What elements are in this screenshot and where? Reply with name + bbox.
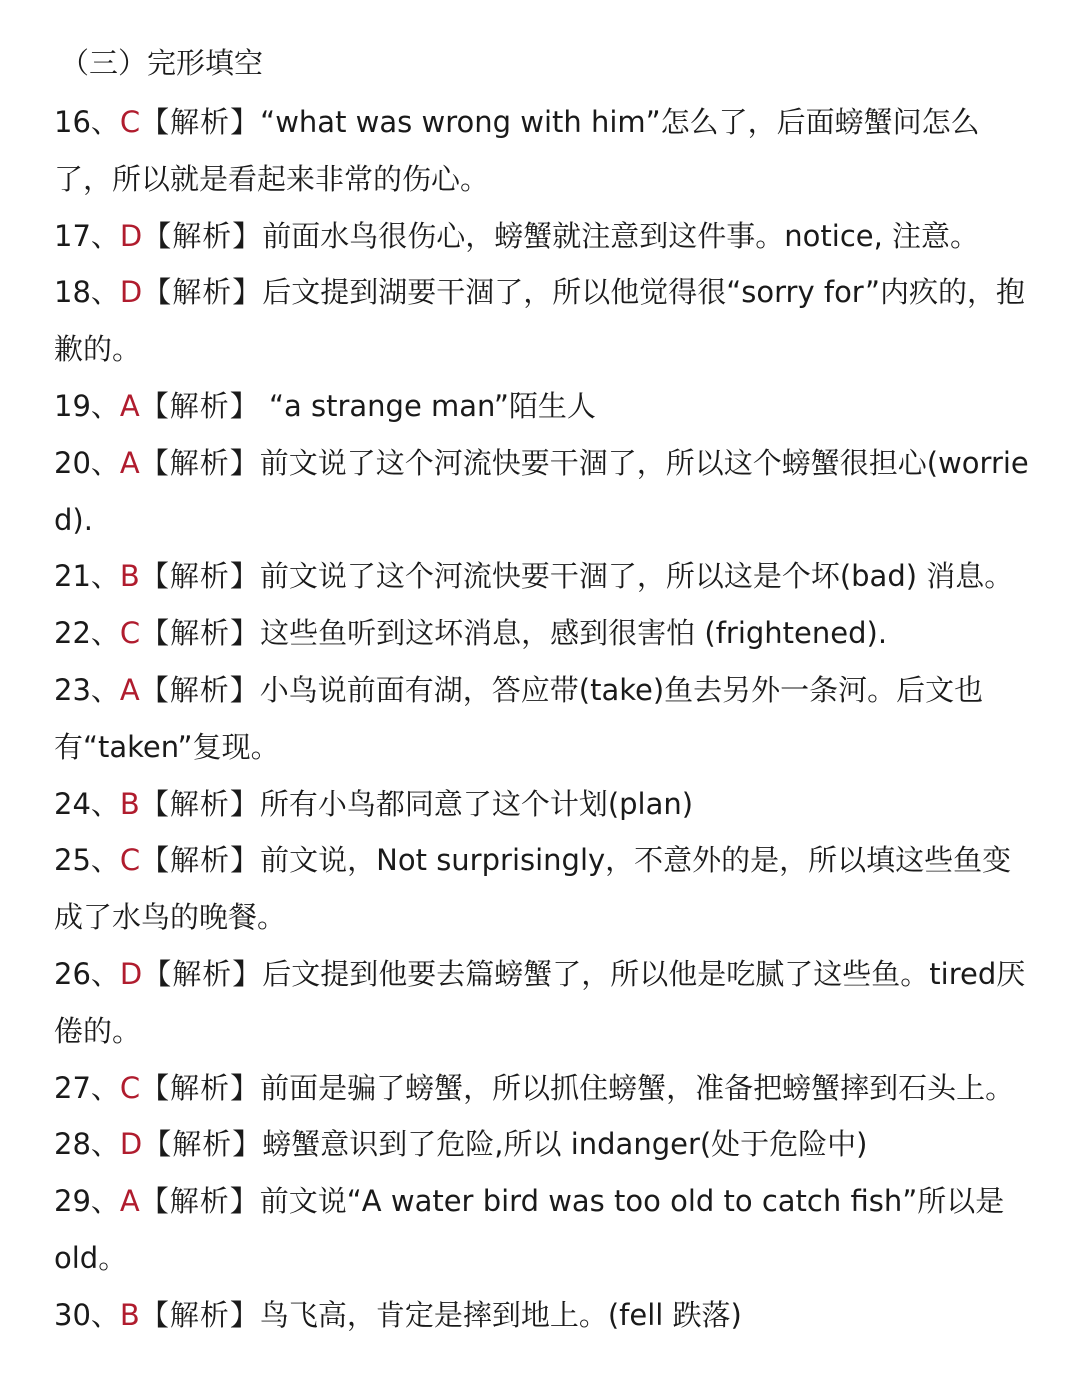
answer-letter: A (119, 1184, 140, 1219)
item-number: 23、 (54, 672, 120, 707)
item-number: 19、 (54, 388, 120, 423)
analysis-text: 鸟飞高，肯定是摔到地上。(fell 跌落) (259, 1297, 742, 1332)
analysis-text: “what was wrong with him”怎么了，后面螃蟹问怎么了，所以就是看起来非常的伤心。 (54, 105, 980, 196)
analysis-tag: 【解析】 (139, 1297, 260, 1332)
answer-item-21 (54, 548, 1030, 605)
analysis-tag: 【解析】 (140, 105, 261, 139)
answer-letter: B (119, 1297, 140, 1332)
section-title: （三）完形填空 (60, 46, 264, 80)
analysis-tag: 【解析】 (140, 616, 261, 651)
analysis-tag: 【解析】 (140, 1070, 261, 1105)
answer-item-30 (54, 1287, 1030, 1344)
answer-letter: D (119, 956, 143, 991)
analysis-tag: 【解析】 (139, 559, 260, 594)
answer-list (54, 94, 1030, 1344)
item-number: 29、 (54, 1184, 120, 1219)
answer-letter: D (119, 218, 143, 253)
item-number: 27、 (54, 1070, 120, 1105)
analysis-text: 小鸟说前面有湖，答应带(take)鱼去另外一条河。后文也有“taken”复现。 (54, 672, 984, 764)
item-number: 18、 (54, 275, 120, 310)
answer-letter: A (119, 388, 140, 423)
analysis-text: 前文说，Not surprisingly，不意外的是，所以填这些鱼变成了水鸟的晚餐。 (54, 843, 1012, 935)
analysis-tag: 【解析】 (139, 1184, 260, 1219)
analysis-text: 所有小鸟都同意了这个计划(plan) (259, 786, 694, 821)
analysis-tag: 【解析】 (142, 218, 263, 253)
item-number: 20、 (54, 445, 120, 480)
answer-letter: C (119, 1070, 141, 1105)
analysis-text: 后文提到他要去篇螃蟹了，所以他是吃腻了这些鱼。tired厌倦的。 (54, 956, 1026, 1048)
analysis-tag: 【解析】 (140, 843, 261, 878)
answer-item-29 (54, 1173, 1030, 1287)
answer-item-17 (54, 208, 1030, 265)
analysis-text: 前文说“A water bird was too old to catch fish”所以是 old。 (54, 1184, 1005, 1275)
item-number: 17、 (54, 218, 120, 253)
answer-letter: D (119, 275, 143, 310)
analysis-tag: 【解析】 (142, 275, 263, 310)
analysis-text: 前面水鸟很伤心，螃蟹就注意到这件事。notice, 注意。 (262, 218, 980, 253)
answer-letter: B (119, 786, 140, 821)
analysis-tag: 【解析】 (139, 786, 260, 821)
analysis-tag: 【解析】 (139, 672, 260, 707)
answer-item-19 (54, 378, 1030, 435)
item-number: 21、 (54, 559, 120, 594)
answer-item-23 (54, 662, 1030, 776)
analysis-tag: 【解析】 (142, 1127, 263, 1162)
answer-item-18 (54, 264, 1030, 378)
analysis-text: “a strange man”陌生人 (259, 388, 596, 423)
answer-item-16 (54, 94, 1030, 208)
answer-letter: D (119, 1127, 143, 1162)
answer-item-22 (54, 605, 1030, 662)
answer-item-27 (54, 1060, 1030, 1117)
answer-letter: A (119, 672, 140, 707)
answer-letter: C (119, 105, 141, 139)
answer-letter: C (119, 843, 141, 878)
answer-letter: A (119, 445, 140, 480)
analysis-tag: 【解析】 (139, 388, 260, 423)
answer-letter: B (119, 559, 140, 594)
item-number: 28、 (54, 1127, 120, 1162)
analysis-tag: 【解析】 (142, 956, 263, 991)
item-number: 22、 (54, 616, 120, 651)
item-number: 16、 (54, 105, 120, 139)
answer-item-24 (54, 776, 1030, 833)
analysis-text: 前面是骗了螃蟹，所以抓住螃蟹，准备把螃蟹摔到石头上。 (260, 1070, 1015, 1105)
analysis-tag: 【解析】 (139, 445, 260, 480)
answer-item-26 (54, 946, 1030, 1060)
item-number: 24、 (54, 786, 120, 821)
analysis-text: 前文说了这个河流快要干涸了，所以这个螃蟹很担心(worried). (54, 445, 1029, 537)
item-number: 26、 (54, 956, 120, 991)
analysis-text: 螃蟹意识到了危险,所以 indanger(处于危险中) (262, 1127, 868, 1162)
item-number: 25、 (54, 843, 120, 878)
answer-item-20 (54, 435, 1030, 549)
answer-letter: C (119, 616, 141, 651)
analysis-text: 后文提到湖要干涸了，所以他觉得很“sorry for”内疚的，抱歉的。 (54, 275, 1025, 367)
item-number: 30、 (54, 1297, 120, 1332)
analysis-text: 这些鱼听到这坏消息，感到很害怕 (frightened). (260, 616, 888, 651)
answer-item-25 (54, 832, 1030, 946)
answer-item-28 (54, 1116, 1030, 1173)
analysis-text: 前文说了这个河流快要干涸了，所以这是个坏(bad) 消息。 (259, 559, 1014, 594)
